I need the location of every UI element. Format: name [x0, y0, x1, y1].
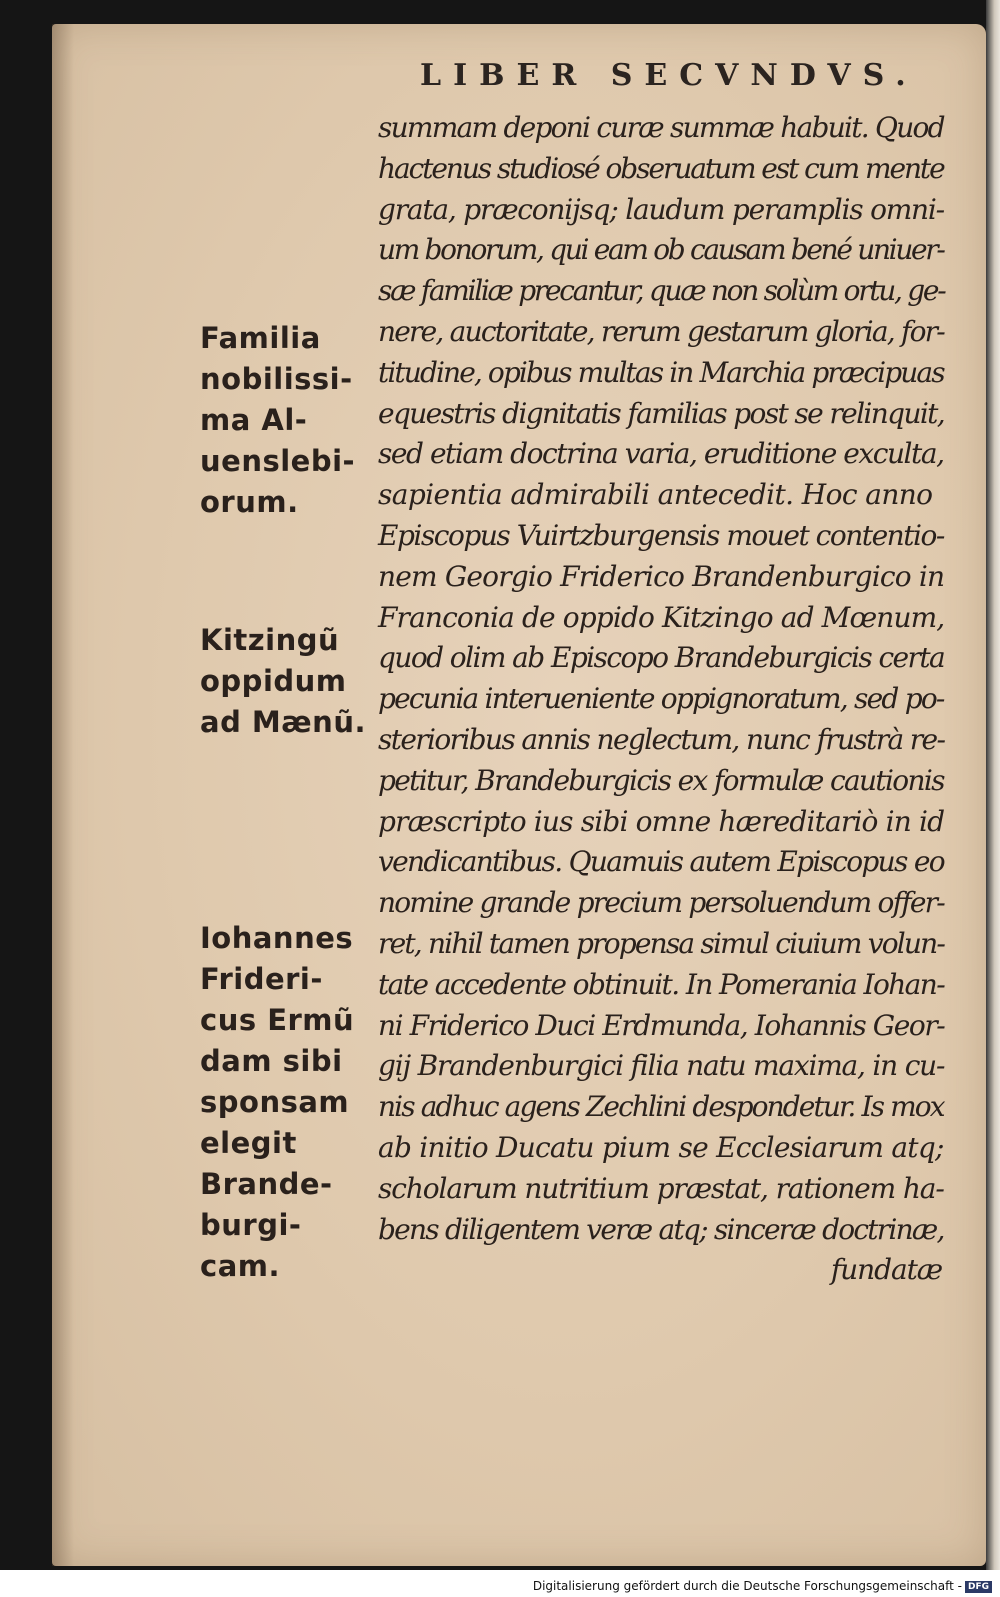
note-line: cam. [200, 1249, 280, 1283]
marginal-note-kitzingen [200, 620, 368, 743]
text-line: nem Georgio Friderico Brandenburgico in [378, 559, 945, 593]
text-line: Episcopus Vuirtzburgensis mouet contentio- [378, 518, 944, 552]
digitization-credit [0, 1579, 992, 1593]
note-line: cus Ermũ [200, 1003, 355, 1037]
text-line: bens diligentem veræ atq; sinceræ doctrinæ, [378, 1212, 944, 1246]
text-line: quod olim ab Episcopo Brandeburgicis certa [378, 641, 945, 675]
dfg-logo-icon: DFG [965, 1581, 992, 1593]
note-line: Familia [200, 321, 321, 355]
note-line: ma Al- [200, 403, 308, 437]
credit-text: Digitalisierung gefördert durch die Deutsche Forschungsgemeinschaft - [532, 1579, 962, 1593]
text-line: um bonorum, qui eam ob causam bené uniuer- [378, 233, 944, 267]
text-line: summam deponi curæ summæ habuit. Quod [378, 111, 944, 144]
marginal-note-alvensleben [200, 318, 368, 523]
text-line: pecunia interueniente oppignoratum, sed po- [378, 682, 944, 716]
text-line: nere, auctoritate, rerum gestarum gloria, for- [378, 314, 944, 348]
running-head: LIBER SECVNDVS. [420, 58, 918, 93]
text-line: scholarum nutritium præstat, rationem ha- [378, 1171, 944, 1205]
note-line: oppidum [200, 664, 347, 698]
note-line: Brande- [200, 1167, 333, 1201]
text-line: ab initio Ducatu pium se Ecclesiarum atq; [378, 1130, 944, 1164]
main-text-block [378, 108, 948, 1291]
text-line: sæ familiæ precantur, quæ non solùm ortu, ge- [378, 274, 945, 308]
text-line: vendicantibus. Quamuis autem Episcopus eo [378, 845, 944, 879]
note-line: dam sibi [200, 1044, 343, 1078]
text-line: nomine grande precium persoluendum offer- [378, 886, 944, 920]
text-line: ret, nihil tamen propensa simul ciuium volun- [378, 926, 945, 960]
text-line: tate accedente obtinuit. In Pomerania Iohan- [378, 967, 945, 1001]
text-line: sed etiam doctrina varia, eruditione exculta, [378, 437, 944, 471]
marginal-note-johannes-fridericus [200, 918, 368, 1287]
text-line: gij Brandenburgici filia natu maxima, in cu- [378, 1049, 945, 1083]
text-line: petitur, Brandeburgicis ex formulæ cautionis [378, 763, 944, 797]
text-line: nis adhuc agens Zechlini despondetur. Is mox [378, 1090, 944, 1124]
note-line: ad Mænũ. [200, 705, 366, 739]
text-line: Franconia de oppido Kitzingo ad Mœnum, [378, 600, 945, 634]
text-line: sapientia admirabili antecedit. Hoc anno [378, 478, 933, 512]
note-line: Kitzingũ [200, 623, 340, 657]
note-line: Iohannes [200, 921, 354, 955]
note-line: orum. [200, 485, 299, 519]
text-line: titudine, opibus multas in Marchia præcipuas [378, 355, 944, 389]
note-line: uenslebi- [200, 444, 356, 478]
text-line: grata, præconijsq; laudum peramplis omni- [378, 192, 944, 226]
note-line: burgi- [200, 1208, 302, 1242]
note-line: sponsam [200, 1085, 350, 1119]
text-line: equestris dignitatis familias post se relinquit, [378, 396, 945, 430]
text-line: hactenus studiosé obseruatum est cum mente [378, 151, 944, 185]
text-line: ni Friderico Duci Erdmunda, Iohannis Geor- [378, 1008, 945, 1042]
catchword: fundatæ [830, 1253, 942, 1287]
text-line: sterioribus annis neglectum, nunc frustrà re- [378, 722, 945, 756]
note-line: Frideri- [200, 962, 323, 996]
note-line: elegit [200, 1126, 297, 1160]
text-line: præscripto ius sibi omne hæreditariò in id [378, 804, 945, 838]
note-line: nobilissi- [200, 362, 353, 396]
